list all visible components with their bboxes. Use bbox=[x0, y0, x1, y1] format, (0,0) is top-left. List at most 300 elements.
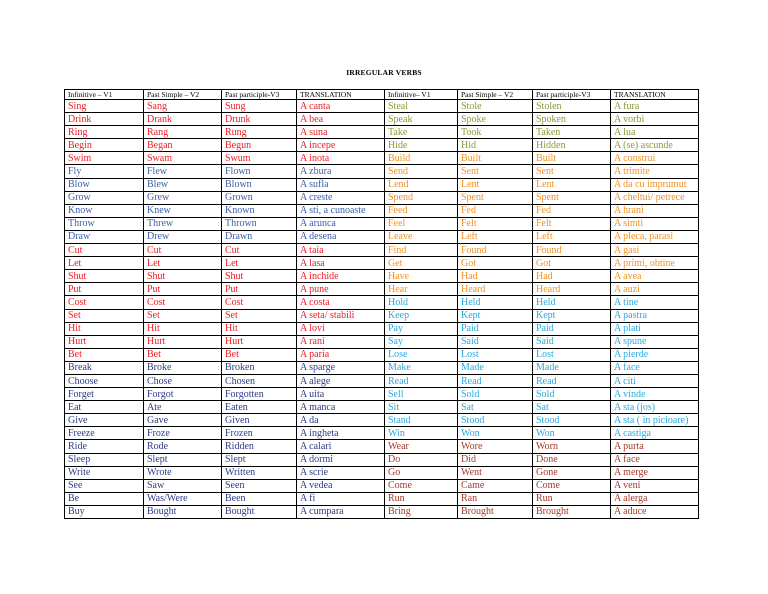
cell-left-translation: A sufla bbox=[297, 178, 385, 191]
cell-left-past-participle-v3: Set bbox=[222, 309, 297, 322]
cell-left-past-simple-v2: Set bbox=[144, 309, 222, 322]
cell-left-past-simple-v2: Bet bbox=[144, 348, 222, 361]
cell-right-translation: A vorbi bbox=[611, 113, 699, 126]
cell-right-infinitive-v1: Run bbox=[385, 492, 458, 505]
cell-right-infinitive-v1: Get bbox=[385, 257, 458, 270]
cell-left-translation: A inota bbox=[297, 152, 385, 165]
cell-left-past-participle-v3: Ridden bbox=[222, 440, 297, 453]
table-row bbox=[65, 388, 699, 401]
irregular-verbs-table bbox=[64, 89, 699, 519]
header-past-simple-v2: Past Simple – V2 bbox=[144, 90, 222, 100]
cell-right-past-simple-v2: Made bbox=[458, 361, 533, 374]
cell-left-past-simple-v2: Began bbox=[144, 139, 222, 152]
cell-right-past-simple-v2: Brought bbox=[458, 505, 533, 518]
cell-right-past-participle-v3: Kept bbox=[533, 309, 611, 322]
cell-right-past-participle-v3: Said bbox=[533, 335, 611, 348]
cell-left-past-participle-v3: Drunk bbox=[222, 113, 297, 126]
cell-left-infinitive-v1: Throw bbox=[65, 217, 144, 230]
table-row bbox=[65, 361, 699, 374]
table-row bbox=[65, 165, 699, 178]
cell-right-past-simple-v2: Stole bbox=[458, 100, 533, 113]
header-past-participle-v3: Past participle-V3 bbox=[533, 90, 611, 100]
cell-left-translation: A cumpara bbox=[297, 505, 385, 518]
cell-left-past-participle-v3: Hit bbox=[222, 322, 297, 335]
cell-left-translation: A seta/ stabili bbox=[297, 309, 385, 322]
cell-right-infinitive-v1: Go bbox=[385, 466, 458, 479]
cell-right-past-simple-v2: Built bbox=[458, 152, 533, 165]
cell-left-translation: A inchide bbox=[297, 270, 385, 283]
cell-left-infinitive-v1: Hurt bbox=[65, 335, 144, 348]
cell-right-infinitive-v1: Sit bbox=[385, 401, 458, 414]
table-row bbox=[65, 453, 699, 466]
cell-right-infinitive-v1: Lose bbox=[385, 348, 458, 361]
table-row bbox=[65, 296, 699, 309]
cell-left-past-participle-v3: Bet bbox=[222, 348, 297, 361]
cell-left-past-participle-v3: Let bbox=[222, 257, 297, 270]
cell-right-translation: A simti bbox=[611, 217, 699, 230]
cell-right-infinitive-v1: Feel bbox=[385, 217, 458, 230]
cell-right-past-participle-v3: Felt bbox=[533, 217, 611, 230]
cell-left-infinitive-v1: Give bbox=[65, 414, 144, 427]
cell-right-translation: A sta ( in picioare) bbox=[611, 414, 699, 427]
header-infinitive-v1: Infinitive– V1 bbox=[385, 90, 458, 100]
cell-left-past-participle-v3: Given bbox=[222, 414, 297, 427]
cell-right-past-participle-v3: Read bbox=[533, 374, 611, 387]
cell-left-past-simple-v2: Was/Were bbox=[144, 492, 222, 505]
cell-right-past-simple-v2: Left bbox=[458, 230, 533, 243]
cell-right-past-participle-v3: Sat bbox=[533, 401, 611, 414]
cell-left-past-simple-v2: Rode bbox=[144, 440, 222, 453]
cell-left-infinitive-v1: Hit bbox=[65, 322, 144, 335]
cell-right-past-participle-v3: Got bbox=[533, 257, 611, 270]
cell-right-past-participle-v3: Worn bbox=[533, 440, 611, 453]
cell-right-translation: A pastra bbox=[611, 309, 699, 322]
cell-right-infinitive-v1: Send bbox=[385, 165, 458, 178]
cell-left-past-simple-v2: Swam bbox=[144, 152, 222, 165]
cell-left-translation: A paria bbox=[297, 348, 385, 361]
cell-right-past-participle-v3: Lent bbox=[533, 178, 611, 191]
cell-left-infinitive-v1: Grow bbox=[65, 191, 144, 204]
cell-left-past-simple-v2: Grew bbox=[144, 191, 222, 204]
cell-right-past-participle-v3: Done bbox=[533, 453, 611, 466]
cell-left-translation: A rani bbox=[297, 335, 385, 348]
cell-right-translation: A cheltui/ petrece bbox=[611, 191, 699, 204]
cell-right-past-simple-v2: Found bbox=[458, 244, 533, 257]
cell-right-translation: A sta (jos) bbox=[611, 401, 699, 414]
cell-right-past-participle-v3: Made bbox=[533, 361, 611, 374]
table-row bbox=[65, 257, 699, 270]
cell-left-infinitive-v1: Ride bbox=[65, 440, 144, 453]
cell-left-translation: A sti, a cunoaste bbox=[297, 204, 385, 217]
cell-left-translation: A taia bbox=[297, 244, 385, 257]
cell-left-infinitive-v1: Know bbox=[65, 204, 144, 217]
cell-left-past-participle-v3: Seen bbox=[222, 479, 297, 492]
cell-right-translation: A purta bbox=[611, 440, 699, 453]
cell-right-infinitive-v1: Have bbox=[385, 270, 458, 283]
table-row bbox=[65, 270, 699, 283]
cell-right-past-participle-v3: Held bbox=[533, 296, 611, 309]
cell-right-past-simple-v2: Lost bbox=[458, 348, 533, 361]
cell-right-infinitive-v1: Do bbox=[385, 453, 458, 466]
cell-left-past-participle-v3: Put bbox=[222, 283, 297, 296]
table-row bbox=[65, 204, 699, 217]
cell-left-infinitive-v1: Swim bbox=[65, 152, 144, 165]
cell-right-past-simple-v2: Kept bbox=[458, 309, 533, 322]
cell-right-past-simple-v2: Sat bbox=[458, 401, 533, 414]
cell-right-infinitive-v1: Stand bbox=[385, 414, 458, 427]
cell-left-past-simple-v2: Froze bbox=[144, 427, 222, 440]
table-row bbox=[65, 113, 699, 126]
cell-right-infinitive-v1: Hide bbox=[385, 139, 458, 152]
verb-table-body bbox=[65, 100, 699, 519]
cell-left-infinitive-v1: Forget bbox=[65, 388, 144, 401]
cell-right-past-simple-v2: Took bbox=[458, 126, 533, 139]
table-row bbox=[65, 309, 699, 322]
cell-right-translation: A primi, obtine bbox=[611, 257, 699, 270]
cell-right-past-participle-v3: Built bbox=[533, 152, 611, 165]
cell-left-past-simple-v2: Blew bbox=[144, 178, 222, 191]
header-past-simple-v2: Past Simple – V2 bbox=[458, 90, 533, 100]
cell-left-past-simple-v2: Broke bbox=[144, 361, 222, 374]
cell-left-past-participle-v3: Sung bbox=[222, 100, 297, 113]
table-row bbox=[65, 505, 699, 518]
cell-left-translation: A fi bbox=[297, 492, 385, 505]
cell-right-infinitive-v1: Bring bbox=[385, 505, 458, 518]
cell-left-past-simple-v2: Hit bbox=[144, 322, 222, 335]
cell-right-past-simple-v2: Ran bbox=[458, 492, 533, 505]
cell-right-past-participle-v3: Had bbox=[533, 270, 611, 283]
table-row bbox=[65, 230, 699, 243]
cell-right-infinitive-v1: Steal bbox=[385, 100, 458, 113]
cell-right-translation: A pierde bbox=[611, 348, 699, 361]
cell-left-past-participle-v3: Forgotten bbox=[222, 388, 297, 401]
cell-right-translation: A plati bbox=[611, 322, 699, 335]
cell-right-past-participle-v3: Paid bbox=[533, 322, 611, 335]
cell-left-translation: A da bbox=[297, 414, 385, 427]
cell-left-past-participle-v3: Broken bbox=[222, 361, 297, 374]
cell-right-infinitive-v1: Feed bbox=[385, 204, 458, 217]
table-row bbox=[65, 191, 699, 204]
cell-right-past-simple-v2: Got bbox=[458, 257, 533, 270]
cell-left-infinitive-v1: Be bbox=[65, 492, 144, 505]
cell-right-past-participle-v3: Left bbox=[533, 230, 611, 243]
cell-right-translation: A face bbox=[611, 453, 699, 466]
table-row bbox=[65, 244, 699, 257]
cell-left-translation: A alege bbox=[297, 374, 385, 387]
cell-right-past-participle-v3: Spent bbox=[533, 191, 611, 204]
cell-right-past-simple-v2: Said bbox=[458, 335, 533, 348]
table-row bbox=[65, 374, 699, 387]
cell-right-past-simple-v2: Sold bbox=[458, 388, 533, 401]
cell-left-infinitive-v1: Fly bbox=[65, 165, 144, 178]
cell-left-past-participle-v3: Rung bbox=[222, 126, 297, 139]
cell-right-past-simple-v2: Heard bbox=[458, 283, 533, 296]
cell-left-past-participle-v3: Chosen bbox=[222, 374, 297, 387]
cell-left-translation: A scrie bbox=[297, 466, 385, 479]
table-row bbox=[65, 100, 699, 113]
header-past-participle-v3: Past participle-V3 bbox=[222, 90, 297, 100]
cell-left-infinitive-v1: Shut bbox=[65, 270, 144, 283]
cell-left-past-participle-v3: Cost bbox=[222, 296, 297, 309]
cell-left-past-simple-v2: Bought bbox=[144, 505, 222, 518]
table-row bbox=[65, 348, 699, 361]
cell-left-infinitive-v1: Sleep bbox=[65, 453, 144, 466]
cell-right-past-participle-v3: Gone bbox=[533, 466, 611, 479]
cell-right-past-participle-v3: Come bbox=[533, 479, 611, 492]
table-row bbox=[65, 322, 699, 335]
cell-left-infinitive-v1: Break bbox=[65, 361, 144, 374]
cell-left-past-simple-v2: Chose bbox=[144, 374, 222, 387]
cell-left-past-participle-v3: Written bbox=[222, 466, 297, 479]
cell-left-infinitive-v1: Blow bbox=[65, 178, 144, 191]
cell-left-translation: A incepe bbox=[297, 139, 385, 152]
cell-right-past-participle-v3: Stood bbox=[533, 414, 611, 427]
cell-right-translation: A tine bbox=[611, 296, 699, 309]
table-row bbox=[65, 414, 699, 427]
cell-left-infinitive-v1: Draw bbox=[65, 230, 144, 243]
header-translation: TRANSLATION bbox=[297, 90, 385, 100]
cell-left-past-simple-v2: Wrote bbox=[144, 466, 222, 479]
cell-left-infinitive-v1: Put bbox=[65, 283, 144, 296]
table-row bbox=[65, 152, 699, 165]
cell-right-translation: A merge bbox=[611, 466, 699, 479]
cell-left-translation: A creste bbox=[297, 191, 385, 204]
cell-left-past-participle-v3: Slept bbox=[222, 453, 297, 466]
cell-left-translation: A ingheta bbox=[297, 427, 385, 440]
cell-right-translation: A (se) ascunde bbox=[611, 139, 699, 152]
cell-right-translation: A vinde bbox=[611, 388, 699, 401]
cell-left-past-simple-v2: Flew bbox=[144, 165, 222, 178]
cell-left-past-participle-v3: Blown bbox=[222, 178, 297, 191]
cell-left-past-participle-v3: Been bbox=[222, 492, 297, 505]
cell-left-past-participle-v3: Hurt bbox=[222, 335, 297, 348]
cell-right-past-participle-v3: Found bbox=[533, 244, 611, 257]
cell-left-infinitive-v1: Eat bbox=[65, 401, 144, 414]
cell-right-infinitive-v1: Leave bbox=[385, 230, 458, 243]
cell-right-translation: A construi bbox=[611, 152, 699, 165]
cell-left-infinitive-v1: See bbox=[65, 479, 144, 492]
cell-left-past-participle-v3: Swum bbox=[222, 152, 297, 165]
cell-right-translation: A citi bbox=[611, 374, 699, 387]
cell-left-past-simple-v2: Drank bbox=[144, 113, 222, 126]
cell-left-infinitive-v1: Choose bbox=[65, 374, 144, 387]
cell-right-past-participle-v3: Stolen bbox=[533, 100, 611, 113]
cell-right-infinitive-v1: Take bbox=[385, 126, 458, 139]
cell-left-past-participle-v3: Thrown bbox=[222, 217, 297, 230]
cell-right-infinitive-v1: Sell bbox=[385, 388, 458, 401]
cell-left-infinitive-v1: Buy bbox=[65, 505, 144, 518]
cell-left-past-simple-v2: Cut bbox=[144, 244, 222, 257]
cell-right-past-simple-v2: Read bbox=[458, 374, 533, 387]
cell-right-past-simple-v2: Spoke bbox=[458, 113, 533, 126]
cell-left-infinitive-v1: Drink bbox=[65, 113, 144, 126]
cell-right-translation: A auzi bbox=[611, 283, 699, 296]
cell-right-past-simple-v2: Hid bbox=[458, 139, 533, 152]
cell-right-past-simple-v2: Had bbox=[458, 270, 533, 283]
cell-right-infinitive-v1: Come bbox=[385, 479, 458, 492]
cell-left-translation: A arunca bbox=[297, 217, 385, 230]
cell-left-translation: A suna bbox=[297, 126, 385, 139]
cell-right-translation: A gasi bbox=[611, 244, 699, 257]
cell-left-infinitive-v1: Let bbox=[65, 257, 144, 270]
cell-right-past-simple-v2: Spent bbox=[458, 191, 533, 204]
cell-right-infinitive-v1: Hold bbox=[385, 296, 458, 309]
table-row bbox=[65, 440, 699, 453]
cell-left-past-simple-v2: Slept bbox=[144, 453, 222, 466]
cell-right-infinitive-v1: Read bbox=[385, 374, 458, 387]
table-row bbox=[65, 178, 699, 191]
cell-right-translation: A alerga bbox=[611, 492, 699, 505]
cell-right-infinitive-v1: Hear bbox=[385, 283, 458, 296]
cell-left-past-simple-v2: Cost bbox=[144, 296, 222, 309]
cell-right-translation: A spune bbox=[611, 335, 699, 348]
cell-left-past-simple-v2: Knew bbox=[144, 204, 222, 217]
cell-right-past-participle-v3: Sent bbox=[533, 165, 611, 178]
cell-left-translation: A sparge bbox=[297, 361, 385, 374]
cell-right-infinitive-v1: Spend bbox=[385, 191, 458, 204]
table-row bbox=[65, 466, 699, 479]
cell-left-past-participle-v3: Eaten bbox=[222, 401, 297, 414]
cell-left-infinitive-v1: Sing bbox=[65, 100, 144, 113]
cell-right-infinitive-v1: Keep bbox=[385, 309, 458, 322]
cell-right-infinitive-v1: Lend bbox=[385, 178, 458, 191]
cell-right-translation: A pleca, parasi bbox=[611, 230, 699, 243]
cell-right-past-participle-v3: Fed bbox=[533, 204, 611, 217]
cell-right-past-participle-v3: Sold bbox=[533, 388, 611, 401]
cell-left-infinitive-v1: Bet bbox=[65, 348, 144, 361]
cell-left-past-participle-v3: Grown bbox=[222, 191, 297, 204]
table-row bbox=[65, 479, 699, 492]
cell-right-infinitive-v1: Wear bbox=[385, 440, 458, 453]
cell-right-past-participle-v3: Hidden bbox=[533, 139, 611, 152]
document-title: IRREGULAR VERBS bbox=[346, 68, 422, 77]
table-row bbox=[65, 401, 699, 414]
cell-left-infinitive-v1: Write bbox=[65, 466, 144, 479]
cell-left-past-simple-v2: Sang bbox=[144, 100, 222, 113]
header-row bbox=[65, 90, 699, 100]
cell-left-past-simple-v2: Threw bbox=[144, 217, 222, 230]
table-row bbox=[65, 126, 699, 139]
cell-right-past-simple-v2: Held bbox=[458, 296, 533, 309]
cell-left-translation: A lovi bbox=[297, 322, 385, 335]
cell-left-past-participle-v3: Shut bbox=[222, 270, 297, 283]
cell-left-past-simple-v2: Shut bbox=[144, 270, 222, 283]
cell-left-past-simple-v2: Forgot bbox=[144, 388, 222, 401]
cell-left-translation: A calari bbox=[297, 440, 385, 453]
cell-right-past-simple-v2: Did bbox=[458, 453, 533, 466]
cell-left-past-simple-v2: Ate bbox=[144, 401, 222, 414]
cell-left-past-participle-v3: Drawn bbox=[222, 230, 297, 243]
cell-right-translation: A trimite bbox=[611, 165, 699, 178]
cell-right-past-simple-v2: Went bbox=[458, 466, 533, 479]
cell-left-past-participle-v3: Bought bbox=[222, 505, 297, 518]
cell-right-translation: A castiga bbox=[611, 427, 699, 440]
cell-right-infinitive-v1: Make bbox=[385, 361, 458, 374]
cell-left-translation: A zbura bbox=[297, 165, 385, 178]
cell-right-infinitive-v1: Find bbox=[385, 244, 458, 257]
cell-right-past-simple-v2: Lent bbox=[458, 178, 533, 191]
cell-left-translation: A costa bbox=[297, 296, 385, 309]
table-row bbox=[65, 427, 699, 440]
cell-left-past-simple-v2: Saw bbox=[144, 479, 222, 492]
cell-left-translation: A uita bbox=[297, 388, 385, 401]
table-row bbox=[65, 492, 699, 505]
table-row bbox=[65, 217, 699, 230]
cell-left-infinitive-v1: Begin bbox=[65, 139, 144, 152]
cell-left-translation: A dormi bbox=[297, 453, 385, 466]
cell-left-translation: A canta bbox=[297, 100, 385, 113]
cell-right-infinitive-v1: Build bbox=[385, 152, 458, 165]
header-translation: TRANSLATION bbox=[611, 90, 699, 100]
cell-left-translation: A lasa bbox=[297, 257, 385, 270]
cell-left-past-participle-v3: Begun bbox=[222, 139, 297, 152]
cell-right-past-participle-v3: Heard bbox=[533, 283, 611, 296]
cell-left-infinitive-v1: Cost bbox=[65, 296, 144, 309]
cell-right-past-simple-v2: Paid bbox=[458, 322, 533, 335]
cell-left-infinitive-v1: Cut bbox=[65, 244, 144, 257]
table-row bbox=[65, 139, 699, 152]
cell-right-translation: A lua bbox=[611, 126, 699, 139]
cell-left-infinitive-v1: Set bbox=[65, 309, 144, 322]
cell-left-translation: A pune bbox=[297, 283, 385, 296]
cell-right-translation: A hrani bbox=[611, 204, 699, 217]
cell-right-infinitive-v1: Win bbox=[385, 427, 458, 440]
cell-left-past-simple-v2: Rang bbox=[144, 126, 222, 139]
cell-left-infinitive-v1: Ring bbox=[65, 126, 144, 139]
cell-right-translation: A da cu imprumut bbox=[611, 178, 699, 191]
cell-right-past-simple-v2: Stood bbox=[458, 414, 533, 427]
cell-left-past-simple-v2: Drew bbox=[144, 230, 222, 243]
cell-right-past-participle-v3: Spoken bbox=[533, 113, 611, 126]
cell-right-past-participle-v3: Brought bbox=[533, 505, 611, 518]
cell-left-translation: A vedea bbox=[297, 479, 385, 492]
cell-right-translation: A face bbox=[611, 361, 699, 374]
cell-left-translation: A desena bbox=[297, 230, 385, 243]
cell-right-past-participle-v3: Run bbox=[533, 492, 611, 505]
cell-right-translation: A aduce bbox=[611, 505, 699, 518]
header-infinitive-v1: Infinitive – V1 bbox=[65, 90, 144, 100]
table-row bbox=[65, 283, 699, 296]
cell-right-past-simple-v2: Sent bbox=[458, 165, 533, 178]
cell-left-past-simple-v2: Hurt bbox=[144, 335, 222, 348]
cell-right-infinitive-v1: Speak bbox=[385, 113, 458, 126]
cell-right-infinitive-v1: Pay bbox=[385, 322, 458, 335]
cell-right-past-simple-v2: Wore bbox=[458, 440, 533, 453]
cell-right-past-participle-v3: Lost bbox=[533, 348, 611, 361]
cell-right-translation: A veni bbox=[611, 479, 699, 492]
cell-left-past-participle-v3: Frozen bbox=[222, 427, 297, 440]
table-row bbox=[65, 335, 699, 348]
cell-left-past-simple-v2: Put bbox=[144, 283, 222, 296]
cell-left-infinitive-v1: Freeze bbox=[65, 427, 144, 440]
cell-right-translation: A avea bbox=[611, 270, 699, 283]
cell-left-past-participle-v3: Known bbox=[222, 204, 297, 217]
cell-right-past-participle-v3: Won bbox=[533, 427, 611, 440]
cell-right-past-participle-v3: Taken bbox=[533, 126, 611, 139]
cell-left-past-participle-v3: Cut bbox=[222, 244, 297, 257]
cell-right-past-simple-v2: Felt bbox=[458, 217, 533, 230]
cell-right-translation: A fura bbox=[611, 100, 699, 113]
cell-right-past-simple-v2: Won bbox=[458, 427, 533, 440]
cell-right-infinitive-v1: Say bbox=[385, 335, 458, 348]
cell-left-past-simple-v2: Gave bbox=[144, 414, 222, 427]
cell-left-past-simple-v2: Let bbox=[144, 257, 222, 270]
cell-left-translation: A manca bbox=[297, 401, 385, 414]
cell-left-past-participle-v3: Flown bbox=[222, 165, 297, 178]
cell-left-translation: A bea bbox=[297, 113, 385, 126]
cell-right-past-simple-v2: Came bbox=[458, 479, 533, 492]
cell-right-past-simple-v2: Fed bbox=[458, 204, 533, 217]
